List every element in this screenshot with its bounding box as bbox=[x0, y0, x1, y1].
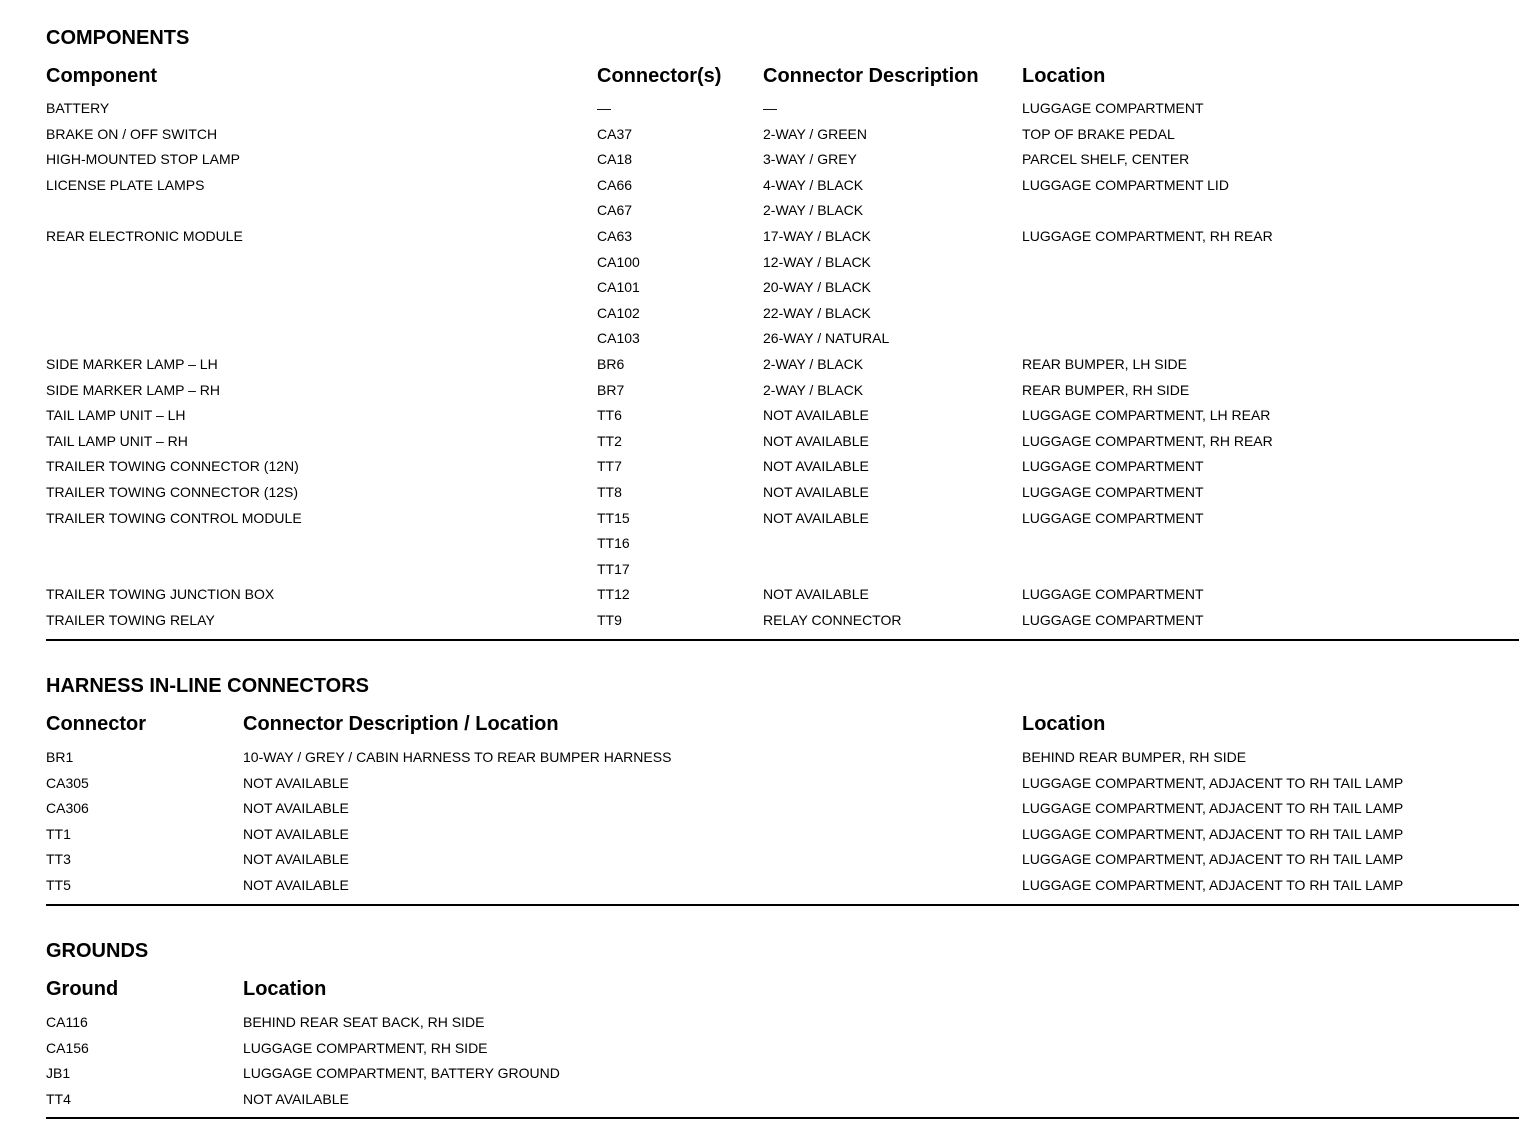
connector-id-cell: CA100 bbox=[597, 253, 640, 270]
connector-id-cell: TT15 bbox=[597, 509, 630, 526]
connector-id-cell: CA37 bbox=[597, 125, 633, 142]
ground-id-cell: CA156 bbox=[46, 1039, 89, 1056]
components-section-title: COMPONENTS bbox=[46, 27, 190, 49]
location-cell: LUGGAGE COMPARTMENT, RH REAR bbox=[1022, 227, 1273, 244]
component-row bbox=[0, 227, 1536, 253]
component-name-cell: TRAILER TOWING CONTROL MODULE bbox=[46, 509, 302, 526]
location-cell: LUGGAGE COMPARTMENT, ADJACENT TO RH TAIL LAMP bbox=[1022, 876, 1404, 893]
connector-id-cell: CA101 bbox=[597, 279, 640, 296]
connector-description-cell: NOT AVAILABLE bbox=[763, 586, 869, 603]
harness-row bbox=[0, 774, 1536, 800]
ground-id-cell: CA116 bbox=[46, 1014, 88, 1030]
connector-description-cell: 2-WAY / GREEN bbox=[763, 125, 867, 142]
component-row bbox=[0, 304, 1536, 330]
component-name-cell: TRAILER TOWING JUNCTION BOX bbox=[46, 586, 275, 603]
component-name-cell: LICENSE PLATE LAMPS bbox=[46, 176, 205, 193]
location-cell: NOT AVAILABLE bbox=[243, 1090, 349, 1107]
component-name-cell: SIDE MARKER LAMP – LH bbox=[46, 355, 218, 372]
location-cell: LUGGAGE COMPARTMENT bbox=[1022, 100, 1204, 116]
connector-description-cell: NOT AVAILABLE bbox=[763, 483, 869, 500]
ground-row bbox=[0, 1039, 1536, 1065]
location-cell: LUGGAGE COMPARTMENT LID bbox=[1022, 176, 1229, 193]
connector-description-cell: NOT AVAILABLE bbox=[243, 800, 349, 817]
component-row bbox=[0, 406, 1536, 432]
grounds-header-ground: Ground bbox=[46, 978, 119, 1000]
component-row bbox=[0, 99, 1536, 125]
connector-description-cell: 2-WAY / BLACK bbox=[763, 381, 864, 398]
component-row bbox=[0, 585, 1536, 611]
location-cell: BEHIND REAR SEAT BACK, RH SIDE bbox=[243, 1014, 485, 1030]
component-row bbox=[0, 457, 1536, 483]
component-row bbox=[0, 176, 1536, 202]
connector-id-cell: TT12 bbox=[597, 586, 630, 603]
location-cell: LUGGAGE COMPARTMENT bbox=[1022, 586, 1204, 603]
connector-id-cell: CA63 bbox=[597, 227, 633, 244]
harness-divider bbox=[46, 904, 1519, 906]
harness-header-description: Connector Description / Location bbox=[243, 713, 559, 735]
location-cell: LUGGAGE COMPARTMENT, RH SIDE bbox=[243, 1039, 488, 1056]
component-name-cell: SIDE MARKER LAMP – RH bbox=[46, 381, 221, 398]
connector-id-cell: CA67 bbox=[597, 202, 633, 219]
component-row bbox=[0, 483, 1536, 509]
location-cell: LUGGAGE COMPARTMENT, RH REAR bbox=[1022, 432, 1273, 449]
location-cell: PARCEL SHELF, CENTER bbox=[1022, 151, 1190, 168]
connector-id-cell: TT17 bbox=[597, 560, 630, 577]
connector-description-cell: 20-WAY / BLACK bbox=[763, 279, 871, 296]
component-name-cell: TRAILER TOWING RELAY bbox=[46, 611, 215, 628]
component-row bbox=[0, 611, 1536, 637]
component-row bbox=[0, 560, 1536, 586]
component-row bbox=[0, 432, 1536, 458]
component-name-cell: BATTERY bbox=[46, 100, 110, 116]
component-name-cell: TAIL LAMP UNIT – RH bbox=[46, 432, 188, 449]
connector-description-cell: NOT AVAILABLE bbox=[763, 432, 869, 449]
harness-header-connector: Connector bbox=[46, 713, 146, 735]
harness-row bbox=[0, 825, 1536, 851]
connector-id-cell: BR6 bbox=[597, 355, 625, 372]
harness-header-location: Location bbox=[1022, 713, 1106, 735]
connector-id-cell: TT5 bbox=[46, 876, 71, 893]
location-cell: LUGGAGE COMPARTMENT, LH REAR bbox=[1022, 407, 1271, 424]
connector-id-cell: — bbox=[597, 100, 611, 116]
component-row bbox=[0, 355, 1536, 381]
components-header-connectors: Connector(s) bbox=[597, 65, 722, 87]
connector-id-cell: TT1 bbox=[46, 825, 71, 842]
connector-description-cell: 2-WAY / BLACK bbox=[763, 202, 864, 219]
component-name-cell: TRAILER TOWING CONNECTOR (12S) bbox=[46, 483, 299, 500]
connector-description-cell: 12-WAY / BLACK bbox=[763, 253, 871, 270]
ground-id-cell: JB1 bbox=[46, 1065, 71, 1082]
connector-description-cell: 3-WAY / GREY bbox=[763, 151, 857, 168]
connector-id-cell: CA306 bbox=[46, 800, 89, 817]
component-row bbox=[0, 509, 1536, 535]
connector-description-cell: RELAY CONNECTOR bbox=[763, 611, 902, 628]
connector-id-cell: BR1 bbox=[46, 749, 74, 765]
ground-row bbox=[0, 1064, 1536, 1090]
connector-id-cell: TT7 bbox=[597, 458, 622, 475]
harness-table bbox=[0, 748, 1536, 902]
location-cell: BEHIND REAR BUMPER, RH SIDE bbox=[1022, 749, 1247, 765]
location-cell: LUGGAGE COMPARTMENT bbox=[1022, 509, 1204, 526]
ground-row bbox=[0, 1090, 1536, 1116]
harness-row bbox=[0, 799, 1536, 825]
connector-description-cell: NOT AVAILABLE bbox=[763, 407, 869, 424]
harness-row bbox=[0, 748, 1536, 774]
component-name-cell: TRAILER TOWING CONNECTOR (12N) bbox=[46, 458, 299, 475]
connector-description-cell: 17-WAY / BLACK bbox=[763, 227, 871, 244]
component-row bbox=[0, 381, 1536, 407]
connector-id-cell: CA102 bbox=[597, 304, 640, 321]
component-name-cell: TAIL LAMP UNIT – LH bbox=[46, 407, 186, 424]
connector-description-cell: 10-WAY / GREY / CABIN HARNESS TO REAR BUMPER HARNESS bbox=[243, 749, 672, 765]
connector-id-cell: TT9 bbox=[597, 611, 622, 628]
connector-description-cell: NOT AVAILABLE bbox=[763, 458, 869, 475]
ground-id-cell: TT4 bbox=[46, 1090, 71, 1107]
component-row bbox=[0, 125, 1536, 151]
components-header-component: Component bbox=[46, 65, 158, 87]
connector-id-cell: TT16 bbox=[597, 535, 630, 552]
components-divider bbox=[46, 639, 1519, 641]
connector-id-cell: TT8 bbox=[597, 483, 622, 500]
components-table bbox=[0, 99, 1536, 636]
location-cell: LUGGAGE COMPARTMENT bbox=[1022, 483, 1204, 500]
component-row bbox=[0, 150, 1536, 176]
location-cell: LUGGAGE COMPARTMENT, ADJACENT TO RH TAIL LAMP bbox=[1022, 774, 1404, 791]
connector-description-cell: — bbox=[763, 100, 777, 116]
connector-id-cell: CA103 bbox=[597, 330, 640, 347]
connector-id-cell: TT2 bbox=[597, 432, 622, 449]
harness-row bbox=[0, 876, 1536, 902]
component-name-cell: BRAKE ON / OFF SWITCH bbox=[46, 125, 218, 142]
connector-id-cell: CA305 bbox=[46, 774, 89, 791]
location-cell: LUGGAGE COMPARTMENT, ADJACENT TO RH TAIL LAMP bbox=[1022, 825, 1404, 842]
location-cell: REAR BUMPER, LH SIDE bbox=[1022, 355, 1187, 372]
harness-section-title: HARNESS IN-LINE CONNECTORS bbox=[46, 675, 369, 697]
harness-row bbox=[0, 850, 1536, 876]
connector-description-cell: NOT AVAILABLE bbox=[243, 774, 349, 791]
connector-description-cell: 22-WAY / BLACK bbox=[763, 304, 871, 321]
location-cell: LUGGAGE COMPARTMENT, ADJACENT TO RH TAIL LAMP bbox=[1022, 800, 1404, 817]
connector-description-cell: 2-WAY / BLACK bbox=[763, 355, 864, 372]
connector-id-cell: BR7 bbox=[597, 381, 625, 398]
connector-description-cell: NOT AVAILABLE bbox=[243, 876, 349, 893]
connector-description-cell: NOT AVAILABLE bbox=[243, 851, 349, 868]
location-cell: TOP OF BRAKE PEDAL bbox=[1022, 125, 1175, 142]
connector-description-cell: NOT AVAILABLE bbox=[763, 509, 869, 526]
connector-id-cell: CA66 bbox=[597, 176, 633, 193]
connector-id-cell: TT6 bbox=[597, 407, 622, 424]
component-row bbox=[0, 534, 1536, 560]
location-cell: LUGGAGE COMPARTMENT bbox=[1022, 458, 1204, 475]
connector-id-cell: CA18 bbox=[597, 151, 633, 168]
ground-row bbox=[0, 1013, 1536, 1039]
location-cell: LUGGAGE COMPARTMENT, BATTERY GROUND bbox=[243, 1065, 560, 1082]
component-row bbox=[0, 201, 1536, 227]
component-name-cell: REAR ELECTRONIC MODULE bbox=[46, 227, 243, 244]
grounds-section-title: GROUNDS bbox=[46, 940, 149, 962]
connector-description-cell: 4-WAY / BLACK bbox=[763, 176, 864, 193]
component-name-cell: HIGH-MOUNTED STOP LAMP bbox=[46, 151, 240, 168]
connector-id-cell: TT3 bbox=[46, 851, 71, 868]
components-header-description: Connector Description bbox=[763, 65, 979, 87]
grounds-header-location: Location bbox=[243, 978, 327, 1000]
component-row bbox=[0, 278, 1536, 304]
components-header-location: Location bbox=[1022, 65, 1106, 87]
location-cell: LUGGAGE COMPARTMENT, ADJACENT TO RH TAIL LAMP bbox=[1022, 851, 1404, 868]
grounds-table bbox=[0, 1013, 1536, 1115]
connector-description-cell: 26-WAY / NATURAL bbox=[763, 330, 890, 347]
location-cell: LUGGAGE COMPARTMENT bbox=[1022, 611, 1204, 628]
component-row bbox=[0, 329, 1536, 355]
connector-description-cell: NOT AVAILABLE bbox=[243, 825, 349, 842]
grounds-divider bbox=[46, 1117, 1519, 1119]
component-row bbox=[0, 253, 1536, 279]
location-cell: REAR BUMPER, RH SIDE bbox=[1022, 381, 1190, 398]
